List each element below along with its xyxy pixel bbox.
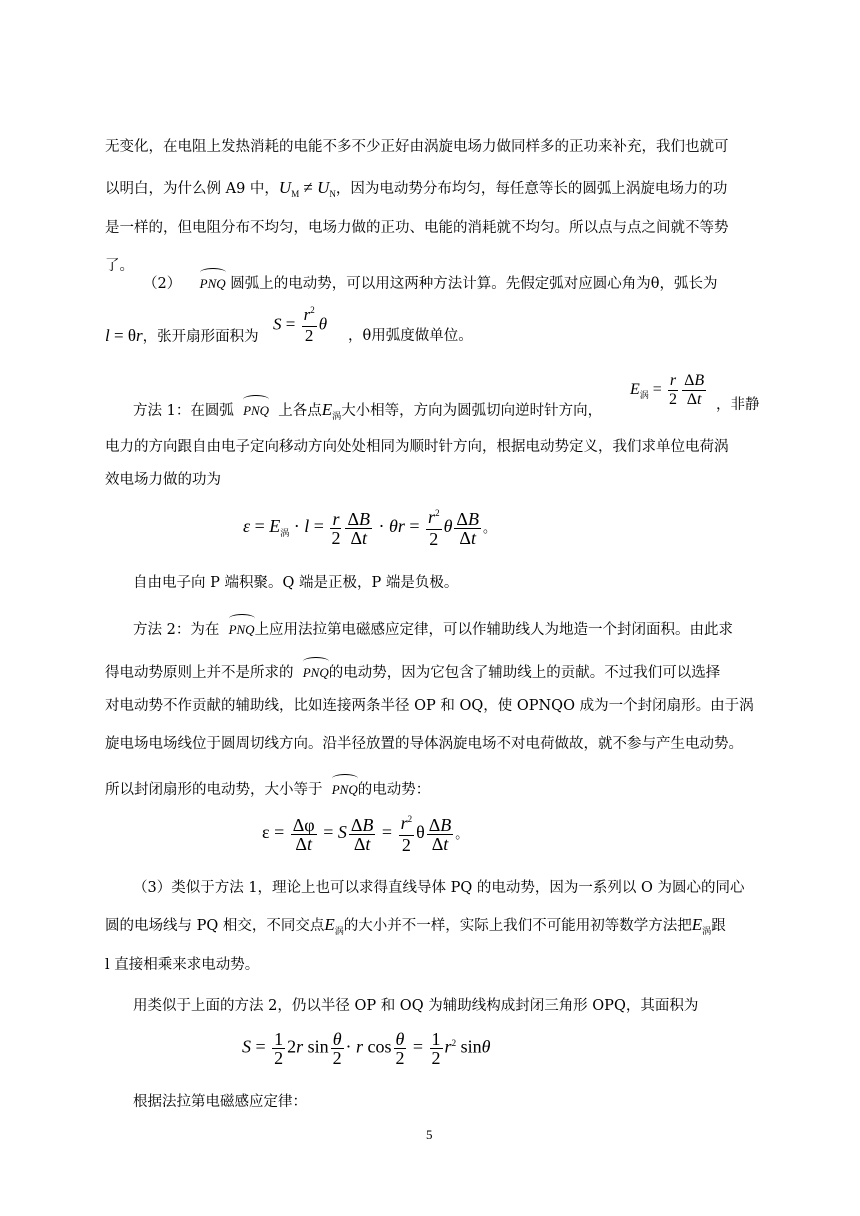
text-line: 效电场力做的功为 (105, 472, 221, 488)
text-line: 了。 (105, 258, 134, 274)
text-line: （2） PNQ 圆弧上的电动势，可以用这两种方法计算。先假定弧对应圆心角为θ，弧长为 (143, 268, 718, 294)
text-line: 电力的方向跟自由电子定向移动方向处处相同为顺时针方向，根据电动势定义，我们求单位电荷涡 (105, 439, 729, 455)
text-line: ，非静 (716, 397, 760, 413)
text-line: l = θr，张开扇形面积为 (105, 326, 259, 345)
text-line: 自由电子向 P 端积聚。Q 端是正极，P 端是负极。 (133, 575, 459, 591)
formula-sector-area: S = $\frac{r^2}{2}$ θ (273, 305, 328, 345)
text-line: 所以封闭扇形的电动势，大小等于 PNQ的电动势： (105, 774, 430, 800)
arc-pnq: PNQ (229, 614, 255, 640)
formula-triangle-area: S = $\frac{1}{2}$ 2r sin $\frac{\theta}{2}$ · r cos $\frac{\theta}{2}$ = $\frac{1}{2}$ $r^2$ sinθ (242, 1029, 491, 1068)
text-line: 无变化，在电阻上发热消耗的电能不多不少正好由涡旋电场力做同样多的正功来补充，我们也就可 (105, 139, 729, 155)
text-line: 方法 2：为在 PNQ上应用法拉第电磁感应定律，可以作辅助线人为地造一个封闭面积。由此求 (133, 614, 733, 640)
text-line: 是一样的，但电阻分布不均匀，电场力做的正功、电能的消耗就不均匀。所以点与点之间就不等势 (105, 220, 729, 236)
text-line: 圆的电场线与 PQ 相交，不同交点$E_涡$的大小并不一样，实际上我们不可能用初等数学方法把$E_涡$跟 (105, 915, 726, 937)
page-number: 5 (426, 1127, 433, 1142)
arc-pnq: PNQ (200, 268, 226, 294)
text-line: ，θ用弧度做单位。 (348, 328, 473, 344)
text-line: （3）类似于方法 1，理论上也可以求得直线导体 PQ 的电动势，因为一系列以 O 为圆心的同心 (133, 880, 745, 896)
formula-emf-method2: ε = $\frac{\Delta\varphi}{\Delta t}$ = S $\frac{\Delta B}{\Delta t}$ = $\frac{r^2}{2}$ θ $\frac{\Delta B}{\Delta t}$ 。 (262, 813, 469, 855)
text-line: 以明白，为什么例 A9 中，$U_M \ne U_N$，因为电动势分布均匀，每任意等长的圆弧上涡旋电场力的功 (105, 178, 728, 199)
text-line: 得电动势原则上并不是所求的 PNQ的电动势，因为它包含了辅助线上的贡献。不过我们可以选择 (105, 657, 720, 683)
text-line: 根据法拉第电磁感应定律： (133, 1094, 307, 1110)
arc-pnq: PNQ (332, 774, 358, 800)
text-line: 方法 1：在圆弧 PNQ 上各点$E_涡$大小相等，方向为圆弧切向逆时针方向， (133, 395, 602, 423)
text-line: 旋电场电场线位于圆周切线方向。沿半径放置的导体涡旋电场不对电荷做故，就不参与产生电动势。 (105, 736, 743, 752)
formula-e-vortex: $E_涡$ = $\frac{r}{2}$ $\frac{\Delta B}{\Delta t}$ (630, 372, 705, 408)
text-line: 对电动势不作贡献的辅助线，比如连接两条半径 OP 和 OQ，使 OPNQO 成为一个封闭扇形。由于涡 (105, 698, 754, 714)
text-line: 用类似于上面的方法 2，仍以半径 OP 和 OQ 为辅助线构成封闭三角形 OPQ，其面积为 (133, 998, 699, 1014)
arc-pnq: PNQ (243, 395, 269, 421)
formula-arc-length: l = θr (105, 326, 143, 345)
math-um-neq-un: $U_M \ne U_N$ (278, 178, 336, 199)
arc-pnq: PNQ (303, 657, 329, 683)
formula-emf-method1: $\varepsilon = E_涡 \cdot l$ = $\frac{r}{2}$ $\frac{\Delta B}{\Delta t}$ · θr = $\frac{r^2}{2}$ θ $\frac{\Delta B}{\Delta t}$ 。 (243, 507, 496, 549)
text-line: l 直接相乘来求电动势。 (105, 957, 260, 973)
